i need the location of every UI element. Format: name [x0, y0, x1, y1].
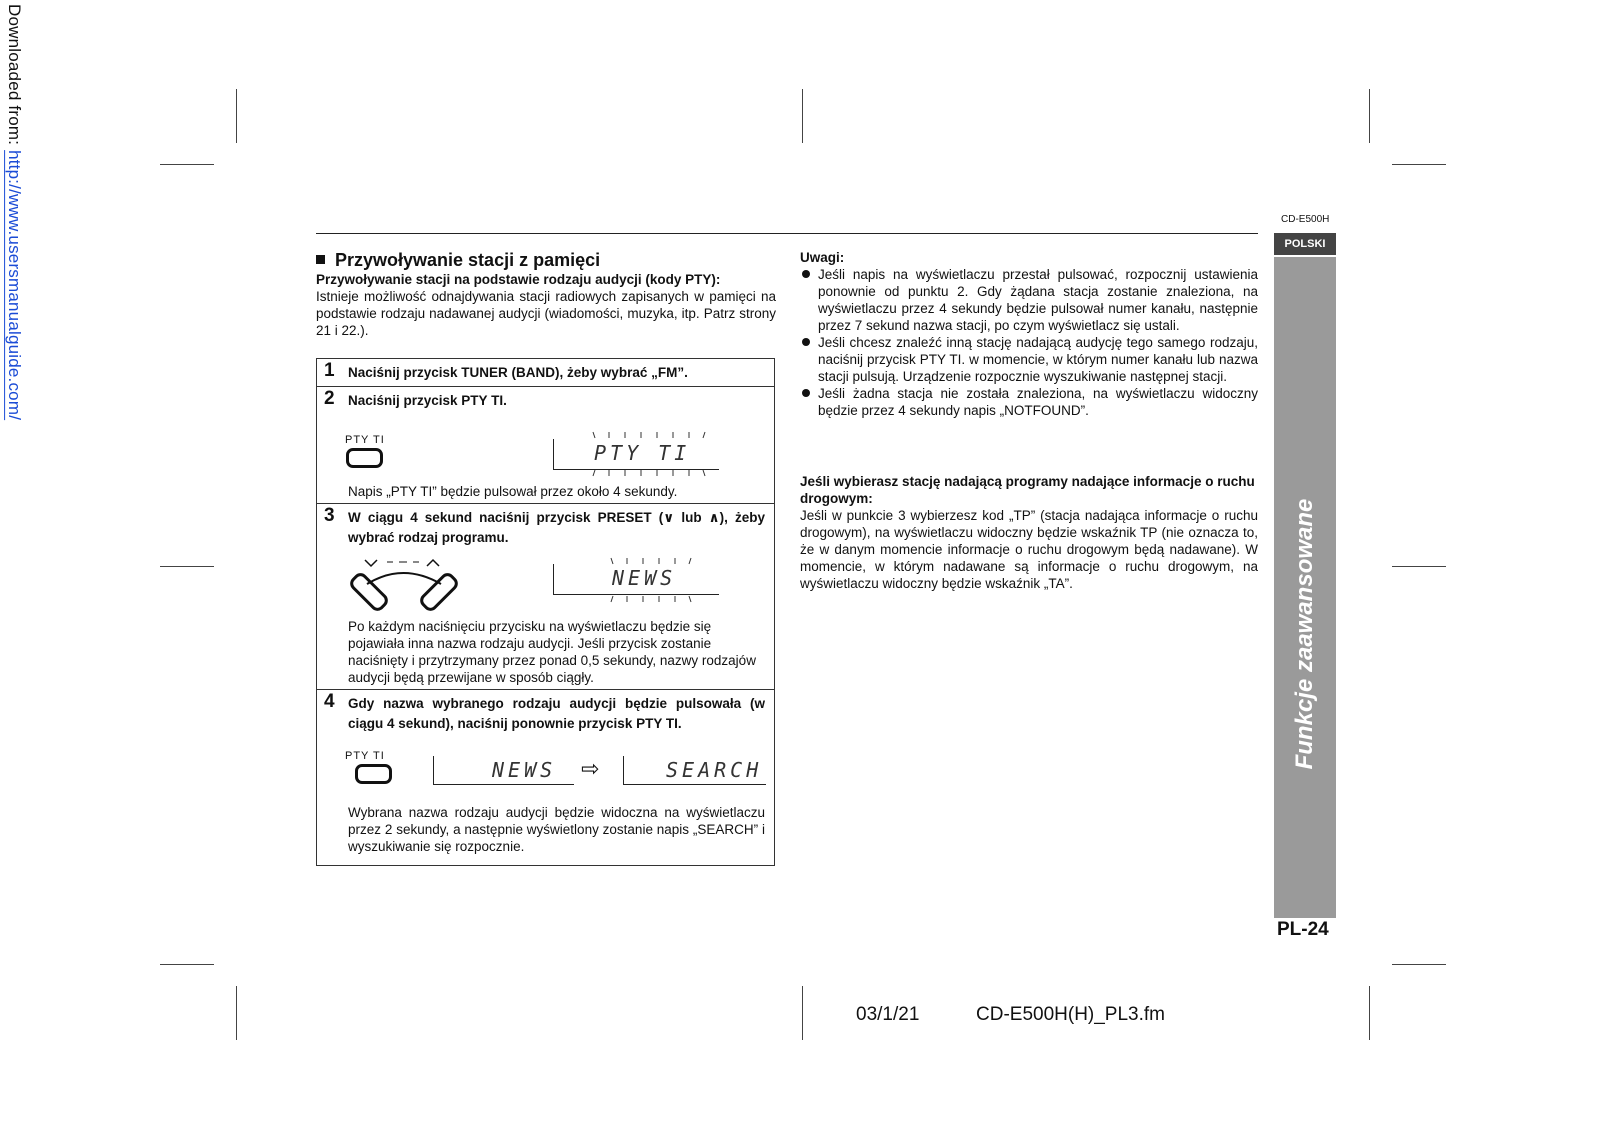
step-number: 1	[324, 360, 335, 381]
crop-mark	[1369, 986, 1370, 1040]
pty-ti-button-icon	[346, 448, 383, 468]
notes-title: Uwagi:	[800, 250, 845, 265]
notes-list	[800, 266, 1258, 419]
button-label: PTY TI	[345, 750, 385, 762]
step-number: 4	[324, 691, 335, 712]
list-item: Jeśli żadna stacja nie została znaleziona, na wyświetlaczu widoczny będzie przez 4 sekundy napis „NOTFOUND”.	[800, 385, 1258, 419]
crop-mark	[1392, 164, 1446, 165]
step-title: Gdy nazwa wybranego rodzaju audycji będzie pulsowała (w ciągu 4 sekund), naciśnij ponownie przycisk PTY TI.	[348, 696, 765, 731]
crop-mark	[160, 164, 214, 165]
section-heading: Przywoływanie stacji z pamięci	[316, 250, 600, 271]
lcd-display	[623, 756, 766, 785]
section-tab-title: Funkcje zaawansowane	[1291, 498, 1318, 770]
lcd-text: NEWS	[492, 758, 557, 782]
header-rule	[316, 233, 1258, 234]
step-description: Po każdym naciśnięciu przycisku na wyświetlaczu będzie się pojawiała inna nazwa rodzaju audycji. Jeśli przycisk zostanie naciśnięty i przytrzymany przez ponad 0,5 sekundy, nazwy rodzajów audycji będą przewijane w sposób ciągły.	[348, 619, 756, 685]
step-number: 2	[324, 388, 335, 409]
download-link[interactable]: http://www.usersmanualguide.com/	[5, 150, 24, 421]
step-description: Wybrana nazwa rodzaju audycji będzie widoczna na wyświetlaczu przez 2 sekundy, a następnie wyświetlony zostanie napis „SEARCH” i wyszukiwanie się rozpocznie.	[348, 805, 765, 854]
crop-mark	[1369, 89, 1370, 143]
list-item: Jeśli chcesz znaleźć inną stację nadającą audycję tego samego rodzaju, naciśnij przycisk PTY TI. w momencie, w którym numer kanału lub nazwa stacji pulsują. Urządzenie rozpocznie wyszukiwanie następnej stacji.	[800, 334, 1258, 385]
crop-mark	[236, 89, 237, 143]
crop-mark	[160, 566, 214, 567]
lcd-display	[553, 439, 719, 470]
crop-mark	[160, 964, 214, 965]
crop-mark	[802, 986, 803, 1040]
traffic-info-heading: Jeśli wybierasz stację nadającą programy nadające informacje o ruchu drogowym:	[800, 474, 1255, 506]
step-2	[317, 387, 774, 504]
step-title: Naciśnij przycisk TUNER (BAND), żeby wybrać „FM”.	[348, 365, 688, 380]
step-1	[317, 359, 774, 387]
crop-mark	[1392, 964, 1446, 965]
lcd-text: SEARCH	[666, 758, 763, 782]
model-label: CD-E500H	[1281, 214, 1330, 225]
step-title: W ciągu 4 sekund naciśnij przycisk PRESET (∨ lub ∧), żeby wybrać rodzaj programu.	[348, 510, 765, 545]
page-number: PL-24	[1277, 919, 1329, 940]
lcd-text: PTY TI	[594, 441, 691, 465]
traffic-info-text: Jeśli w punkcie 3 wybierzesz kod „TP” (stacja nadająca informacje o ruchu drogowym), na wyświetlaczu widoczny będzie wskaźnik TP (nie oznacza to, że w danym momencie informacje o ruchu drogowym będą nadawane). W momencie, w którym nadawane są informacje o ruchu drogowym, na wyświetlaczu widoczny będzie wskaźnik „TA”.	[800, 508, 1258, 591]
step-number: 3	[324, 505, 335, 526]
step-title: Naciśnij przycisk PTY TI.	[348, 393, 507, 408]
intro-text: Istnieje możliwość odnajdywania stacji radiowych zapisanych w pamięci na podstawie rodzaju nadawanej audycji (wiadomości, muzyka, itp. Patrz strony 21 i 22.).	[316, 289, 776, 338]
crop-mark	[802, 89, 803, 143]
steps-box	[316, 358, 775, 866]
square-bullet-icon	[316, 255, 325, 264]
step-4	[317, 690, 774, 865]
pty-ti-button-icon	[355, 764, 392, 784]
subheading: Przywoływanie stacji na podstawie rodzaju audycji (kody PTY):	[316, 272, 721, 287]
download-prefix: Downloaded from:	[5, 4, 24, 151]
button-label: PTY TI	[345, 434, 385, 446]
section-tab	[1274, 257, 1336, 918]
download-source-note	[4, 4, 24, 420]
language-tab: POLSKI	[1274, 233, 1336, 255]
step-3	[317, 504, 774, 690]
step-description: Napis „PTY TI” będzie pulsował przez około 4 sekundy.	[348, 484, 678, 499]
arrow-right-icon: ⇨	[581, 756, 600, 781]
list-item: Jeśli napis na wyświetlaczu przestał pulsować, rozpocznij ustawienia ponownie od punktu 2. Gdy żądana stacja zostanie znaleziona, na wyświetlaczu przez 4 sekundy będzie pulsował numer kanału, następnie przez 7 sekund nazwa stacji, po czym wyświetlacz się ustali.	[800, 266, 1258, 334]
lcd-display	[433, 756, 574, 785]
lcd-display	[553, 564, 719, 595]
preset-buttons-icon	[345, 556, 463, 618]
crop-mark	[1392, 566, 1446, 567]
footer-filename: CD-E500H(H)_PL3.fm	[976, 1004, 1165, 1025]
lcd-text: NEWS	[612, 566, 677, 590]
crop-mark	[236, 986, 237, 1040]
footer-date: 03/1/21	[856, 1004, 920, 1025]
